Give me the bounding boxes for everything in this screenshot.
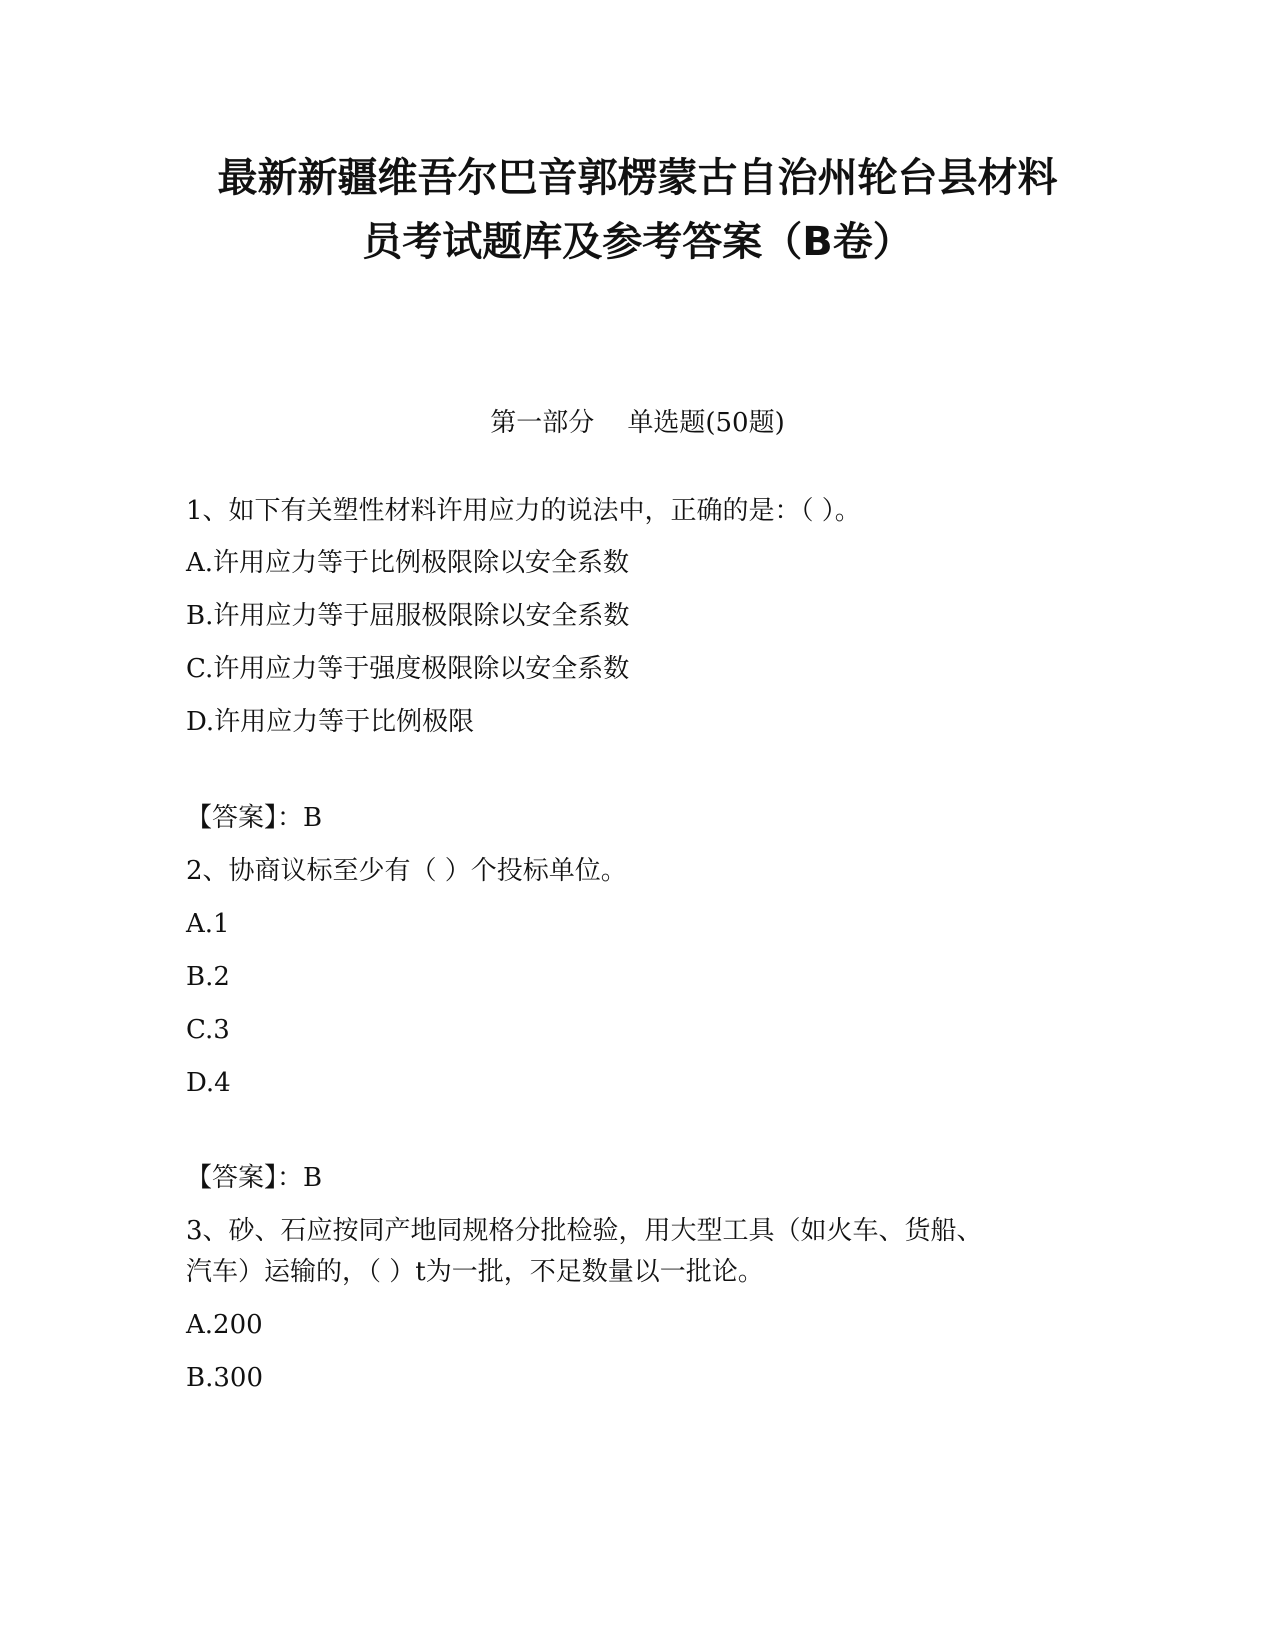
document-title-line-2: 员考试题库及参考答案（B卷） xyxy=(362,219,913,265)
question-2-answer: 【答案】：B xyxy=(186,1163,323,1193)
document-title-line-1: 最新新疆维吾尔巴音郭楞蒙古自治州轮台县材料 xyxy=(217,155,1058,201)
question-1-option-a: A.许用应力等于比例极限除以安全系数 xyxy=(186,548,630,578)
question-1-stem: 1、如下有关塑性材料许用应力的说法中，正确的是：（ ）。 xyxy=(186,496,861,526)
question-3-option-a: A.200 xyxy=(186,1310,263,1340)
question-1-option-d: D.许用应力等于比例极限 xyxy=(186,707,475,737)
question-2-option-a: A.1 xyxy=(186,909,230,939)
question-2-option-b: B.2 xyxy=(186,962,230,992)
question-1-option-c: C.许用应力等于强度极限除以安全系数 xyxy=(186,654,630,684)
question-1-option-b: B.许用应力等于屈服极限除以安全系数 xyxy=(186,601,630,631)
question-2-stem: 2、协商议标至少有（ ）个投标单位。 xyxy=(186,856,627,886)
question-3-stem-line-2: 汽车）运输的，（ ）t为一批，不足数量以一批论。 xyxy=(186,1257,764,1287)
question-2-option-c: C.3 xyxy=(186,1015,230,1045)
section-heading: 第一部分 单选题(50题) xyxy=(490,408,785,438)
question-3-stem-line-1: 3、砂、石应按同产地同规格分批检验，用大型工具（如火车、货船、 xyxy=(186,1216,983,1246)
question-2-option-d: D.4 xyxy=(186,1068,231,1098)
question-3-option-b: B.300 xyxy=(186,1363,263,1393)
question-1-answer: 【答案】：B xyxy=(186,803,323,833)
